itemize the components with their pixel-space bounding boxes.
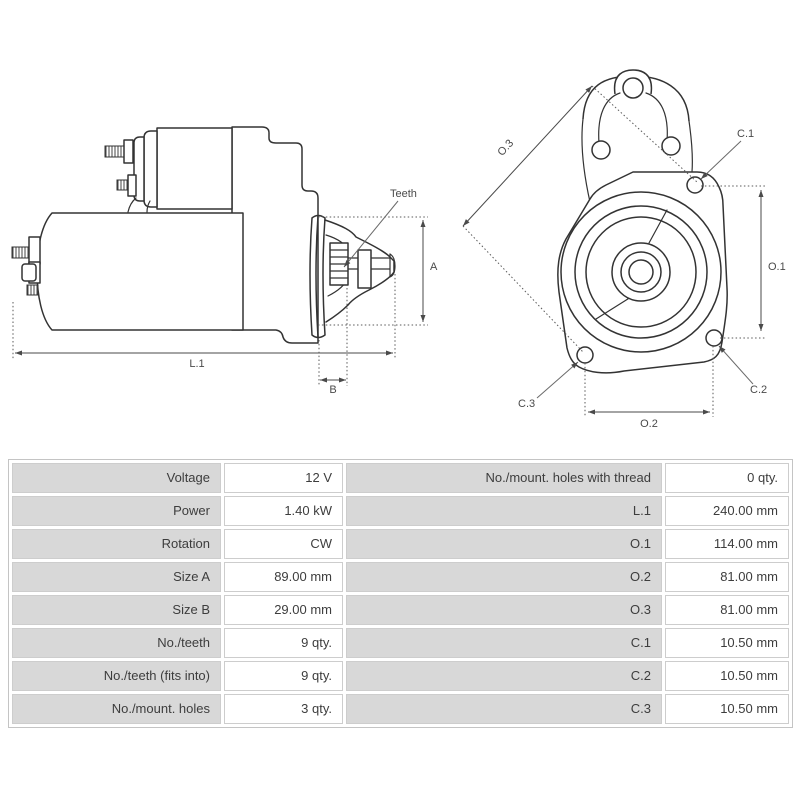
spec-value-cell: 29.00 mm [224, 595, 343, 625]
spec-value-cell: 9 qty. [224, 628, 343, 658]
spec-value-cell: 10.50 mm [665, 694, 789, 724]
c1-leader-line [701, 141, 741, 179]
spec-label-cell: Rotation [12, 529, 221, 559]
spec-value-cell: 81.00 mm [665, 595, 789, 625]
rear-small-stud [27, 285, 38, 295]
dim-o2-label: O.2 [640, 418, 658, 430]
teeth-label: Teeth [390, 188, 417, 200]
spec-label-cell: O.3 [346, 595, 662, 625]
spec-value-cell: 81.00 mm [665, 562, 789, 592]
side-view-drawing [12, 127, 438, 396]
spec-row [12, 496, 789, 526]
c2-label: C.2 [750, 384, 768, 396]
dim-l1-label: L.1 [189, 358, 205, 370]
spec-label-cell: C.3 [346, 694, 662, 724]
mount-hole-c2 [706, 330, 722, 346]
spec-label-cell: L.1 [346, 496, 662, 526]
spec-row [12, 661, 789, 691]
spec-value-cell: CW [224, 529, 343, 559]
c3-leader-line [537, 362, 578, 398]
solenoid-terminal-stud-top [105, 146, 124, 157]
shaft-collar [358, 250, 371, 288]
hump-left-hole [592, 141, 610, 159]
spec-table-body [12, 463, 789, 724]
spec-label-cell: No./mount. holes with thread [346, 463, 662, 493]
spec-label-cell: Voltage [12, 463, 221, 493]
spec-label-cell: Size B [12, 595, 221, 625]
motor-body [37, 213, 243, 330]
spec-label-cell: No./teeth (fits into) [12, 661, 221, 691]
spec-value-cell: 89.00 mm [224, 562, 343, 592]
front-view-drawing [463, 70, 786, 430]
solenoid-terminal-nut-top [124, 140, 133, 163]
spec-label-cell: O.1 [346, 529, 662, 559]
spec-label-cell: O.2 [346, 562, 662, 592]
spec-label-cell: Size A [12, 562, 221, 592]
dim-b-label: B [329, 384, 337, 396]
spec-row [12, 529, 789, 559]
dim-o3-line [463, 86, 592, 226]
rear-bracket [29, 237, 40, 264]
spec-value-cell: 12 V [224, 463, 343, 493]
rear-threaded-stud [12, 247, 29, 258]
spec-row [12, 628, 789, 658]
drive-housing-outline [232, 127, 318, 343]
hump-top-hole [623, 78, 643, 98]
spec-value-cell: 1.40 kW [224, 496, 343, 526]
spec-label-cell: Power [12, 496, 221, 526]
solenoid-hump-leg-left [582, 119, 590, 202]
spec-label-cell: C.1 [346, 628, 662, 658]
spec-label-cell: No./mount. holes [12, 694, 221, 724]
c2-leader-line [719, 346, 753, 384]
c1-label: C.1 [737, 128, 755, 140]
spec-row [12, 694, 789, 724]
spec-table [8, 459, 793, 728]
rear-terminal [22, 264, 36, 281]
solenoid-terminal-stud-bottom [117, 180, 128, 190]
spec-value-cell: 10.50 mm [665, 628, 789, 658]
spec-row [12, 463, 789, 493]
spec-value-cell: 114.00 mm [665, 529, 789, 559]
dim-o3-label: O.3 [495, 137, 517, 159]
solenoid-cap-band-1 [144, 131, 157, 207]
spec-row [12, 562, 789, 592]
solenoid-hump-leg-right [689, 121, 692, 172]
spec-value-cell: 3 qty. [224, 694, 343, 724]
spec-value-cell: 10.50 mm [665, 661, 789, 691]
spec-label-cell: C.2 [346, 661, 662, 691]
mount-hole-c3 [577, 347, 593, 363]
solenoid-body [157, 128, 232, 209]
dim-o1-label: O.1 [768, 261, 786, 273]
spec-value-cell: 9 qty. [224, 661, 343, 691]
c3-label: C.3 [518, 398, 536, 410]
spec-label-cell: No./teeth [12, 628, 221, 658]
mount-hole-c1 [687, 177, 703, 193]
spec-value-cell: 240.00 mm [665, 496, 789, 526]
spec-row [12, 595, 789, 625]
spec-value-cell: 0 qty. [665, 463, 789, 493]
dim-a-label: A [430, 261, 438, 273]
solenoid-terminal-nut-bottom [128, 175, 136, 196]
